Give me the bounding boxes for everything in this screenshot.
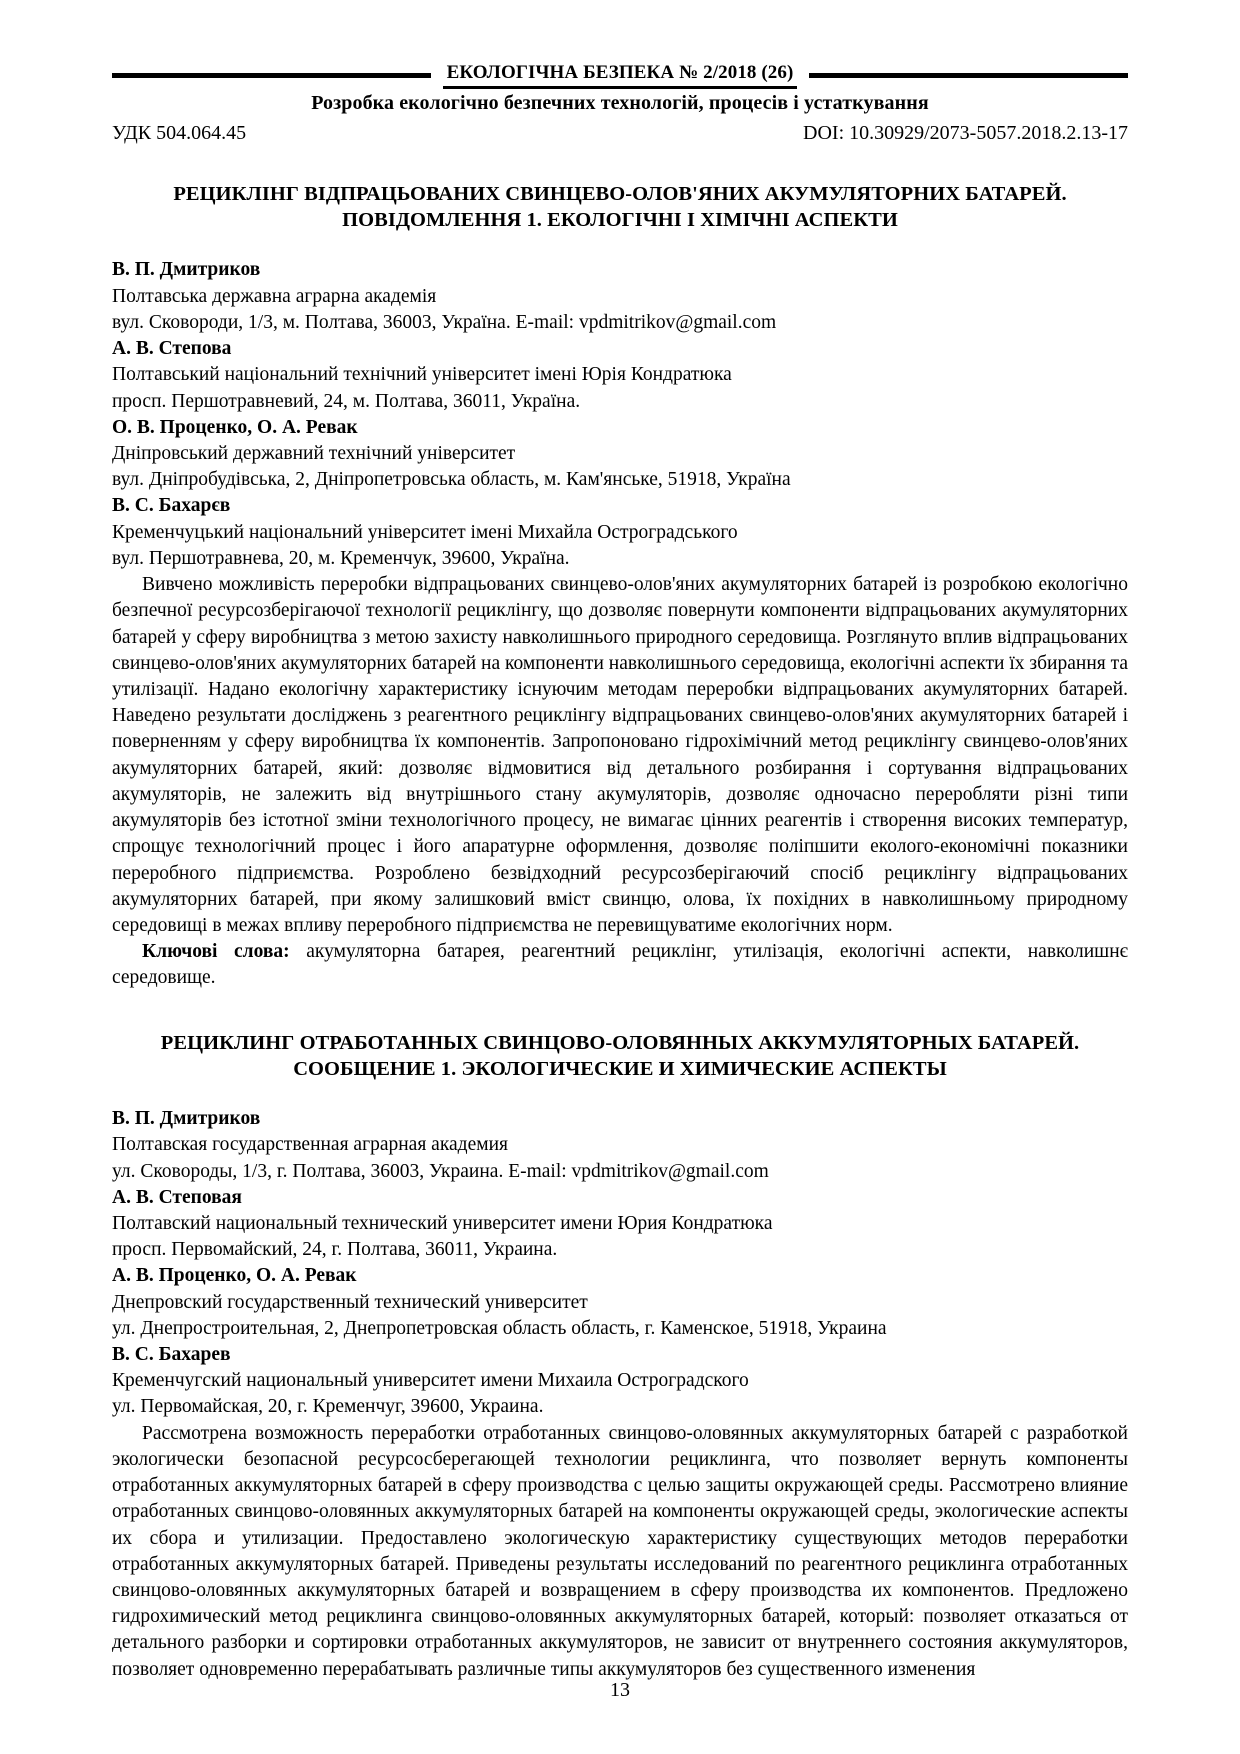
author-address: вул. Дніпробудівська, 2, Дніпропетровська область, м. Кам'янське, 51918, Україна [112,469,791,491]
author-address: вул. Першотравнева, 20, м. Кременчук, 39600, Україна. [112,547,570,569]
abstract-uk [112,572,1128,939]
abstract-ru [112,1421,1128,1683]
author-address: ул. Днепростроительная, 2, Днепропетровская область область, г. Каменское, 51918, Украина [112,1317,887,1339]
author-entry [112,1342,1128,1421]
author-entry [112,336,1128,415]
section-divider-spacer [112,992,1128,1030]
keywords-uk [112,939,1128,991]
article-title-ru [130,1030,1110,1082]
article-title-ru-line1: РЕЦИКЛИНГ ОТРАБОТАННЫХ СВИНЦОВО-ОЛОВЯННЫХ АККУМУЛЯТОРНЫХ БАТАРЕЙ. [160,1031,1080,1054]
abstract-ru-text: Рассмотрена возможность переработки отработанных свинцово-оловянных аккумуляторных батарей с разработкой экологически безопасной ресурсосберегающей технологии рециклинга, что позволяет вернуть компоненты отработанных аккумуляторных батарей в сферу производства с целью защиты окружающей среды. Рассмотрено влияние отработанных свинцово-оловянных аккумуляторных батарей на компоненты окружающей среды, экологические аспекты их сбора и утилизации. Предоставлено экологическую характеристику существующих методов переработки отработанных аккумуляторных батарей. Приведены результаты исследований по реагентного рециклинга отработанных свинцово-оловянных аккумуляторных батарей и возвращением в сферу производства их компонентов. Предложено гидрохимический метод рециклинга свинцово-оловянных аккумуляторных батарей, который: позволяет отказаться от детального разборки и сортировки отработанных аккумуляторов, не зависит от внутреннего состояния аккумуляторов, позволяет одновременно перерабатывать различные типы аккумуляторов без существенного изменения [112,1422,1128,1680]
author-name: В. С. Бахарєв [112,495,231,517]
author-name: В. С. Бахарев [112,1344,231,1366]
author-name: В. П. Дмитриков [112,1108,261,1130]
author-address: просп. Першотравневий, 24, м. Полтава, 36011, Україна. [112,390,581,412]
article-title-uk-line2: ПОВІДОМЛЕННЯ 1. ЕКОЛОГІЧНІ І ХІМІЧНІ АСПЕКТИ [342,209,898,232]
article-title-ru-line2: СООБЩЕНИЕ 1. ЭКОЛОГИЧЕСКИЕ И ХИМИЧЕСКИЕ АСПЕКТЫ [293,1057,947,1080]
author-affiliation: Полтавський національний технічний університет імені Юрія Кондратюка [112,364,732,386]
page-number: 13 [610,1679,630,1701]
author-address: ул. Сковороды, 1/3, г. Полтава, 36003, Украина. E-mail: vpdmitrikov@gmail.com [112,1160,769,1182]
author-affiliation: Полтавська державна аграрна академія [112,285,437,307]
udk-code: УДК 504.064.45 [112,122,247,144]
keywords-uk-text: акумуляторна батарея, реагентний рециклінг, утилізація, екологічні аспекти, навколишнє середовище. [112,941,1128,989]
author-entry [112,415,1128,494]
journal-title: ЕКОЛОГІЧНА БЕЗПЕКА № 2/2018 (26) [443,62,798,89]
author-affiliation: Кременчуцький національний університет імені Михайла Остроградського [112,521,738,543]
author-address: просп. Первомайский, 24, г. Полтава, 36011, Украина. [112,1239,558,1261]
journal-section-title: Розробка екологічно безпечних технологій, процесів і устаткування [311,92,929,114]
abstract-uk-text: Вивчено можливість переробки відпрацьованих свинцево-олов'яних акумуляторних батарей із розробкою екологічно безпечної ресурсозберігаючої технології рециклінгу, що дозволяє повернути компоненти відпрацьованих акумуляторних батарей у сферу виробництва з метою захисту навколишнього природного середовища. Розглянуто вплив відпрацьованих свинцево-олов'яних акумуляторних батарей на компоненти навколишнього середовища, екологічні аспекти їх збирання та утилізації. Надано екологічну характеристику існуючим методам переробки відпрацьованих акумуляторних батарей. Наведено результати досліджень з реагентного рециклінгу відпрацьованих свинцево-олов'яних акумуляторних батарей і поверненням у сферу виробництва їх компонентів. Запропоновано гідрохімічний метод рециклінгу свинцево-олов'яних акумуляторних батарей, який: дозволяє відмовитися від детального розбирання і сортування відпрацьованих акумуляторів, не залежить від внутрішнього стану акумуляторів, дозволяє одночасно переробляти різні типи акумуляторів без істотної зміни технологічного процесу, не вимагає цінних реагентів і створення високих температур, спрощує технологічний процес і його апаратурне оформлення, дозволяє поліпшити еколого-економічні показники переробного підприємства. Розроблено безвідходний ресурсозберігаючий спосіб рециклінгу відпрацьованих акумуляторних батарей, при якому залишковий вміст свинцю, олова, їх похідних в навколишньому природному середовищі в межах впливу переробного підприємства не перевищуватиме екологічних норм. [112,574,1129,936]
author-affiliation: Полтавская государственная аграрная академия [112,1134,508,1156]
author-affiliation: Полтавский национальный технический университет имени Юрия Кондратюка [112,1212,773,1234]
author-entry [112,257,1128,336]
running-head [112,62,1128,89]
doi-code: DOI: 10.30929/2073-5057.2018.2.13-17 [803,122,1128,144]
author-name: А. В. Степовая [112,1186,242,1208]
author-affiliation: Кременчугский национальный университет имени Михаила Остроградского [112,1370,749,1392]
author-entry [112,1106,1128,1185]
article-title-uk-line1: РЕЦИКЛІНГ ВІДПРАЦЬОВАНИХ СВИНЦЕВО-ОЛОВ'ЯНИХ АКУМУЛЯТОРНИХ БАТАРЕЙ. [173,183,1067,205]
authors-block-uk [112,257,1128,572]
author-address: ул. Первомайская, 20, г. Кременчуг, 39600, Украина. [112,1396,544,1418]
author-name: А. В. Проценко, О. А. Ревак [112,1265,357,1287]
author-name: А. В. Степова [112,338,232,360]
article-title-uk [130,181,1110,233]
author-affiliation: Дніпровський державний технічний університет [112,443,516,464]
authors-block-ru [112,1106,1128,1421]
author-entry [112,1185,1128,1264]
author-address: вул. Сковороди, 1/3, м. Полтава, 36003, Україна. E-mail: vpdmitrikov@gmail.com [112,311,777,333]
author-entry [112,1263,1128,1342]
running-head-rule-left [112,73,431,78]
author-affiliation: Днепровский государственный технический университет [112,1291,588,1313]
author-name: О. В. Проценко, О. А. Ревак [112,416,358,438]
running-head-rule-right [809,73,1128,78]
keywords-uk-label: Ключові слова: [142,941,290,963]
identifiers-row [112,122,1128,145]
author-name: В. П. Дмитриков [112,259,261,281]
author-entry [112,493,1128,572]
